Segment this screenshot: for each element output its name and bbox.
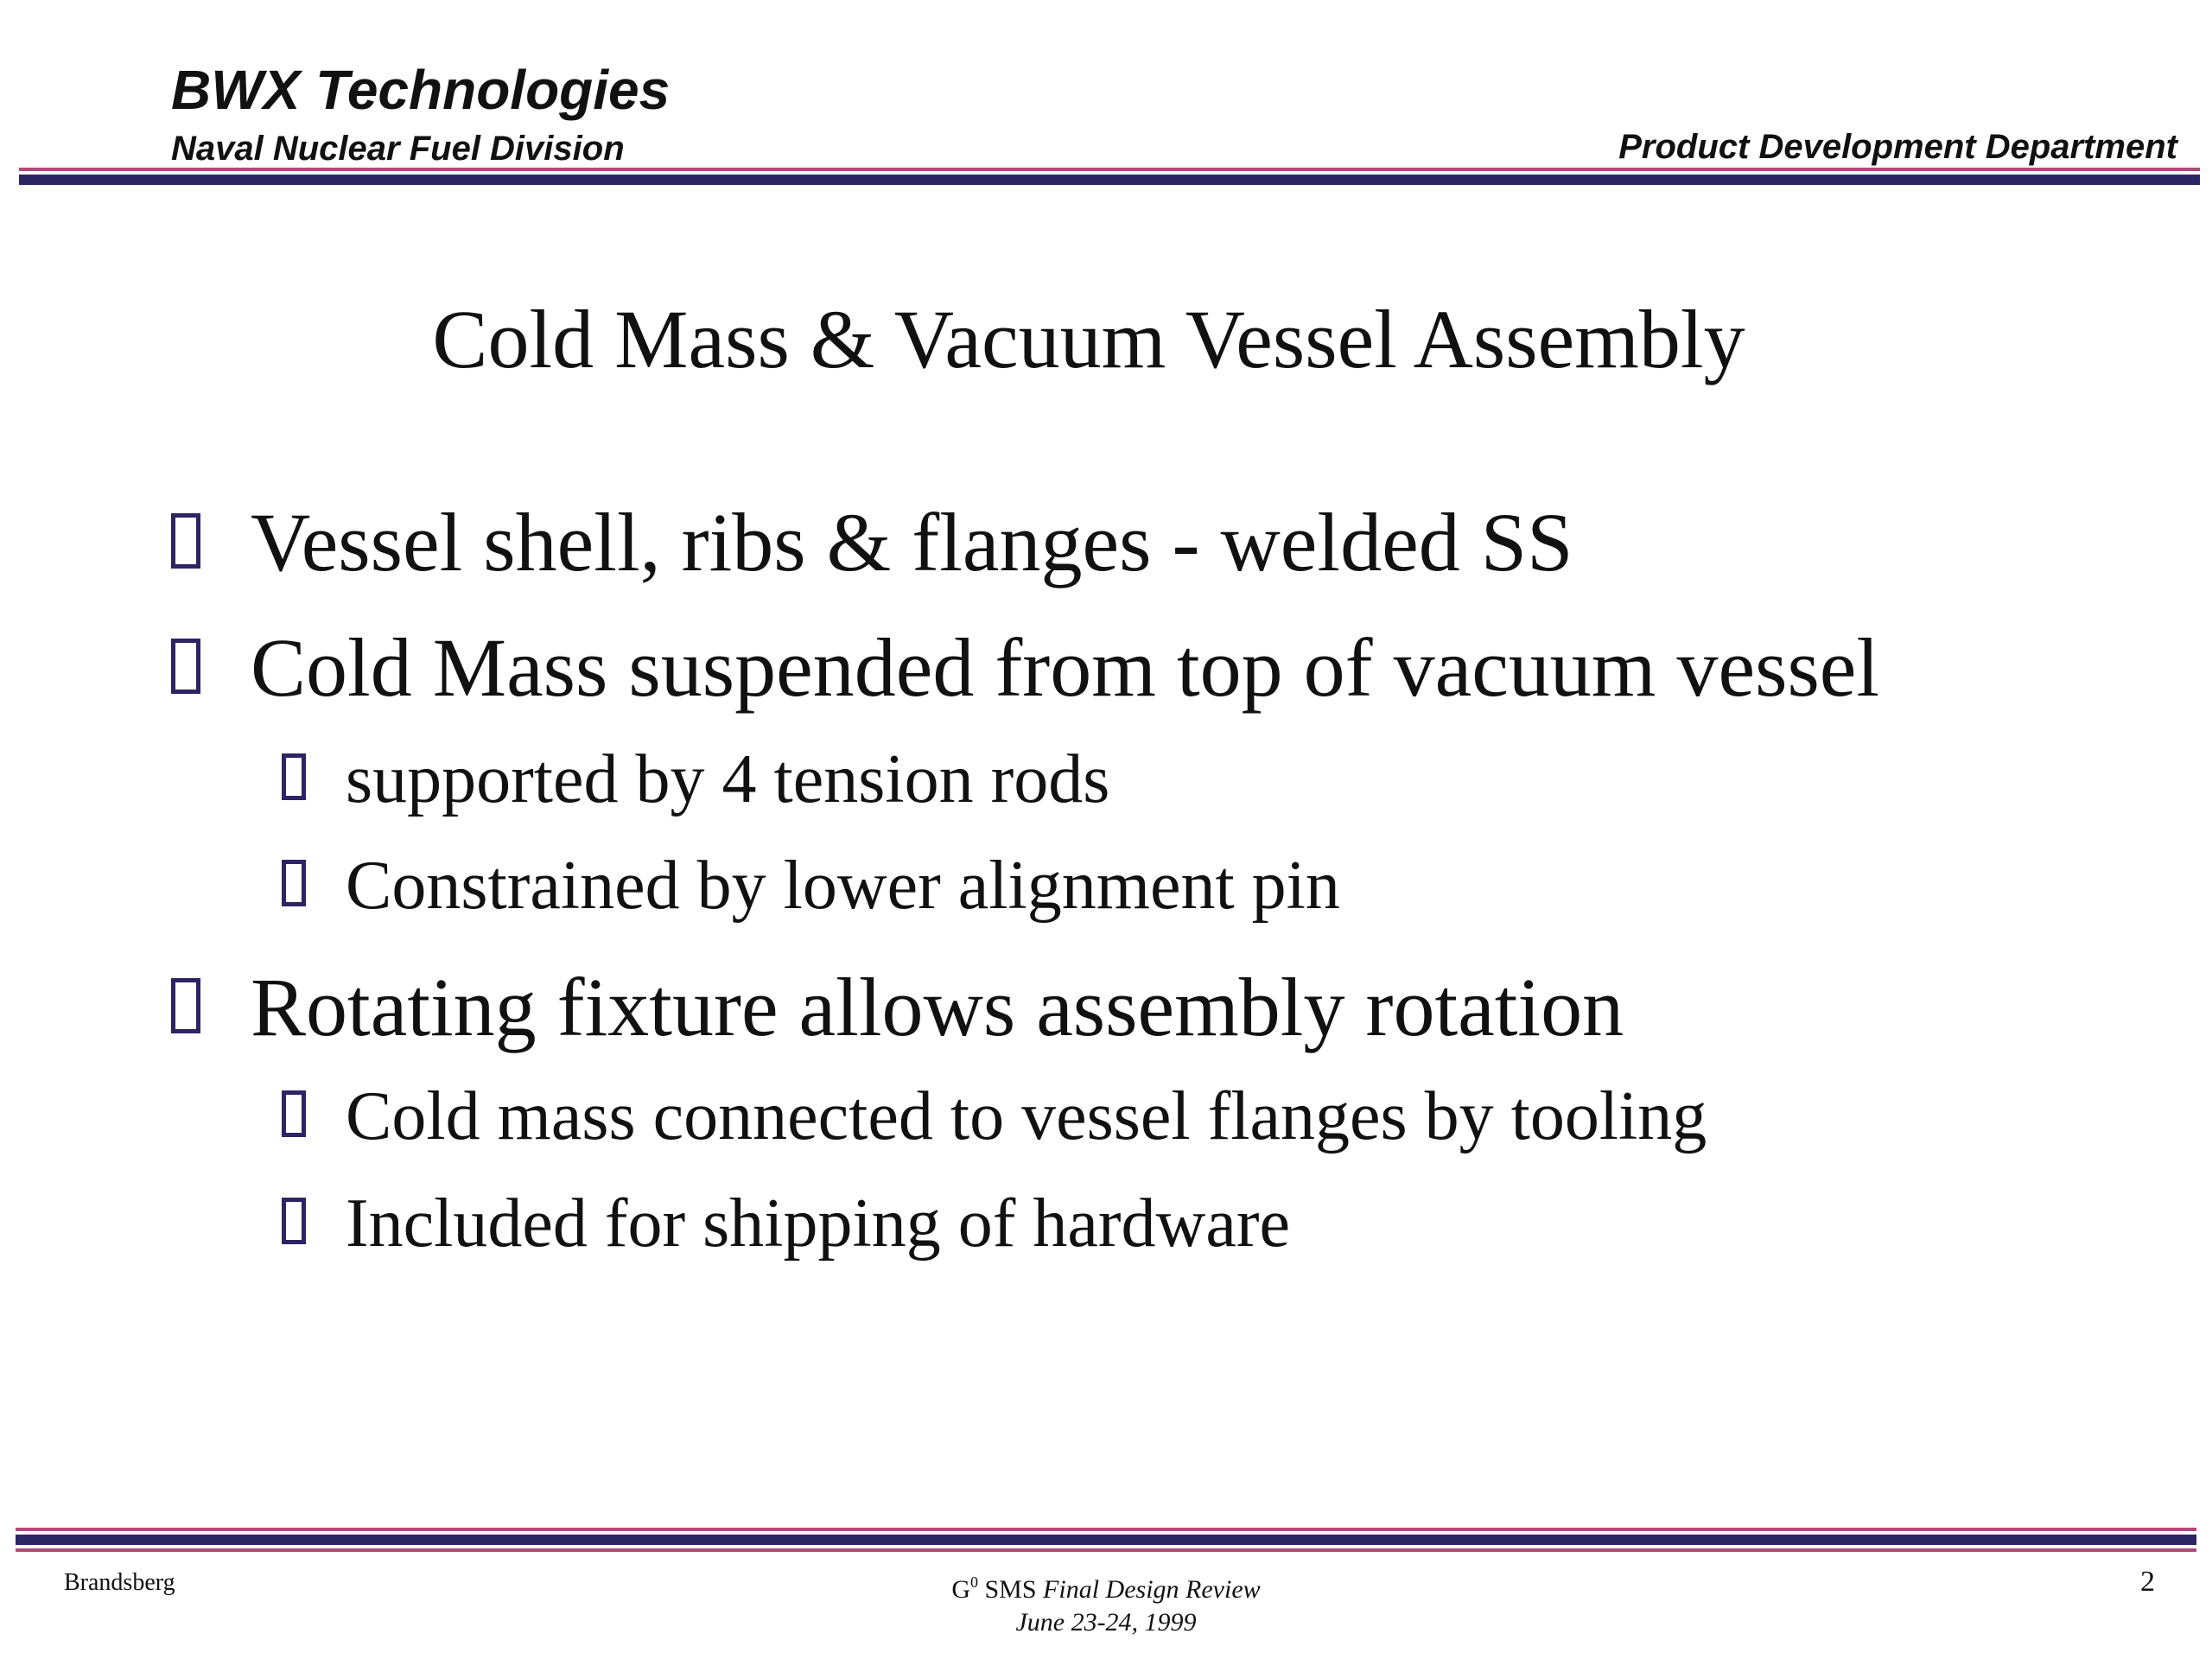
sub-bullet-text: Cold mass connected to vessel flanges by tooling: [346, 1078, 1707, 1154]
footer-review: [0, 1566, 2212, 1639]
footer-review-line: [0, 1566, 2212, 1606]
sub-bullet-item: [346, 1185, 1290, 1262]
department-name: Product Development Department: [1618, 128, 2177, 166]
bullet-text: Vessel shell, ribs & flanges - welded SS: [251, 496, 1573, 588]
footer-divider: [16, 1528, 2196, 1552]
sub-bullet-text: Constrained by lower alignment pin: [346, 848, 1340, 924]
bullet-item: [251, 621, 1880, 714]
bullet-box-icon: [282, 753, 306, 800]
sub-bullet-item: [346, 1078, 1707, 1154]
sub-bullet-item: [346, 848, 1340, 924]
slide-title: Cold Mass & Vacuum Vessel Assembly: [432, 293, 1745, 385]
sub-bullet-text: supported by 4 tension rods: [346, 741, 1110, 817]
page-number: 2: [2140, 1566, 2155, 1598]
bullet-box-icon: [171, 513, 200, 569]
bullet-text: Rotating fixture allows assembly rotation: [251, 961, 1624, 1053]
bullet-box-icon: [282, 860, 306, 906]
review-sms: SMS: [978, 1575, 1044, 1604]
review-prefix: G: [951, 1575, 970, 1604]
division-name: Naval Nuclear Fuel Division: [171, 130, 625, 168]
sub-bullet-text: Included for shipping of hardware: [346, 1185, 1290, 1262]
sub-bullet-item: [346, 741, 1110, 817]
bullet-box-icon: [171, 978, 200, 1033]
bullet-item: [251, 961, 1624, 1053]
bullet-item: [251, 496, 1573, 588]
footer-date: June 23-24, 1999: [1015, 1608, 1197, 1637]
footer-author: Brandsberg: [64, 1569, 175, 1596]
company-name: BWX Technologies: [171, 59, 671, 121]
bullet-box-icon: [282, 1090, 306, 1137]
review-superscript: 0: [970, 1573, 978, 1591]
review-name: Final Design Review: [1043, 1575, 1261, 1604]
bullet-box-icon: [282, 1198, 306, 1244]
bullet-text: Cold Mass suspended from top of vacuum vessel: [251, 621, 1880, 714]
header-divider: [19, 168, 2200, 185]
bullet-box-icon: [171, 639, 200, 694]
